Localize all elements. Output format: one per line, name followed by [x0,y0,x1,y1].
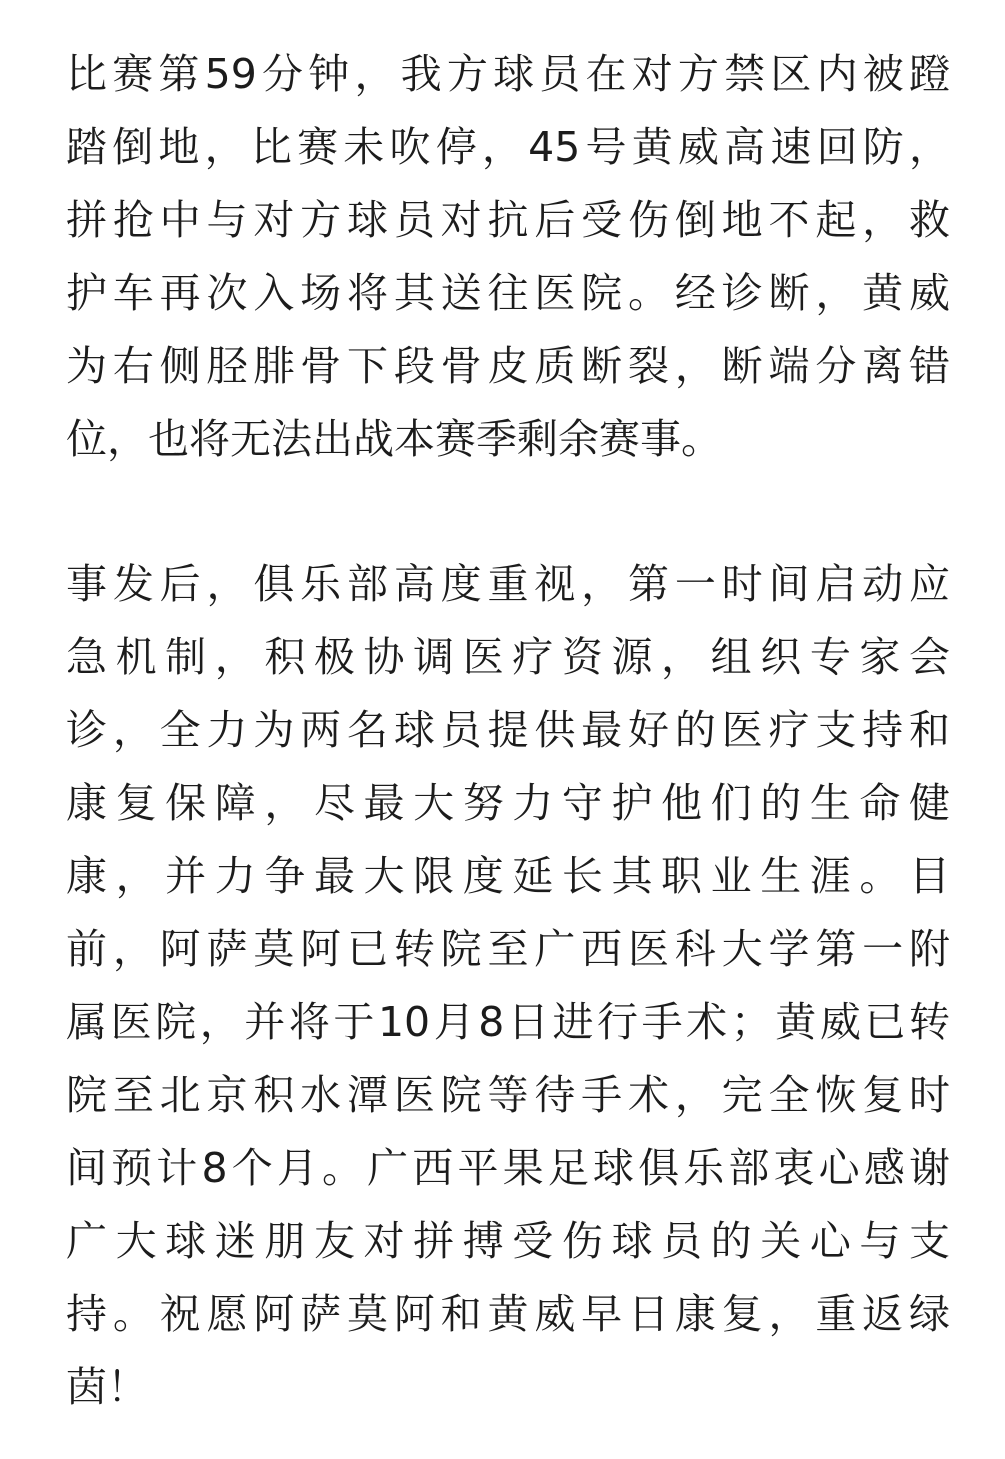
paragraph-line: 前，阿萨莫阿已转院至广西医科大学第一附 [66,925,950,973]
paragraph-line: 比赛第59分钟，我方球员在对方禁区内被蹬 [66,50,950,98]
paragraph-line: 位，也将无法出战本赛季剩余赛事。 [66,415,722,463]
paragraph-line: 属医院，并将于10月8日进行手术；黄威已转 [66,998,950,1046]
paragraph-line: 康，并力争最大限度延长其职业生涯。目 [66,852,950,900]
paragraph-line: 诊，全力为两名球员提供最好的医疗支持和 [66,706,950,754]
paragraph-line: 急机制，积极协调医疗资源，组织专家会 [66,633,950,681]
paragraph-line: 茵！ [66,1363,148,1411]
paragraph-line: 康复保障，尽最大努力守护他们的生命健 [66,779,950,827]
paragraph-club-response [66,548,950,1424]
paragraph-line: 间预计8个月。广西平果足球俱乐部衷心感谢 [66,1144,950,1192]
paragraph-injury-report [66,38,950,476]
paragraph-line: 踏倒地，比赛未吹停，45号黄威高速回防， [66,123,950,171]
paragraph-line: 拼抢中与对方球员对抗后受伤倒地不起，救 [66,196,950,244]
paragraph-line: 持。祝愿阿萨莫阿和黄威早日康复，重返绿 [66,1290,950,1338]
paragraph-line: 护车再次入场将其送往医院。经诊断，黄威 [66,269,950,317]
paragraph-line: 院至北京积水潭医院等待手术，完全恢复时 [66,1071,950,1119]
paragraph-line: 为右侧胫腓骨下段骨皮质断裂，断端分离错 [66,342,950,390]
paragraph-line: 事发后，俱乐部高度重视，第一时间启动应 [66,560,950,608]
paragraph-line: 广大球迷朋友对拼搏受伤球员的关心与支 [66,1217,950,1265]
